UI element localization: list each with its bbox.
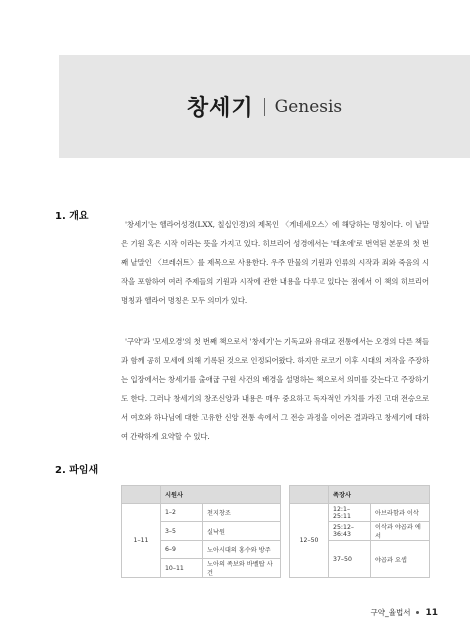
outline-table	[121, 485, 430, 578]
table-header-row	[122, 486, 430, 504]
description-cell: 노아의 족보와 바벨탑 사건	[203, 559, 281, 578]
range-patriarchs: 12–50	[290, 504, 329, 578]
description-cell: 천지창조	[203, 504, 281, 522]
chapter-cell: 12:1–25:11	[329, 504, 371, 522]
overview-paragraph-1: '창세기'는 헬라어성경(LXX, 칠십인경)의 제목인 〈게네세오스〉에 해당하는 명칭이다. 이 낱말은 기원 혹은 시작 이라는 뜻을 가지고 있다. 히브리어 성경에서는 '태초에'로 번역된 본문의 첫 번째 낱말인 〈브레쉬트〉를 제목으로 사용한다. 우주 만물의 기원과 인류의 시작과 죄와 죽음의 시작을 포함하여 여러 주제들의 기원과 시작에 관한 내용을 다루고 있다는 점에서 이 책의 히브리어 명칭과 헬라어 명칭은 모두 의미가 있다.	[121, 220, 429, 306]
chapter-cell: 6–9	[161, 541, 203, 559]
chapter-cell: 1–2	[161, 504, 203, 522]
chapter-cell: 37–50	[329, 541, 371, 578]
page-footer	[370, 607, 438, 618]
description-cell: 실낙원	[203, 522, 281, 541]
title-divider	[264, 98, 265, 116]
chapter-cell: 3–5	[161, 522, 203, 541]
table-row	[122, 522, 430, 541]
page-number: 11	[425, 607, 438, 618]
description-cell: 아브라함과 이삭	[371, 504, 430, 522]
section-heading-overview: 1. 개요	[55, 211, 89, 222]
range-primeval: 1–11	[122, 504, 161, 578]
table-header-blank	[122, 486, 161, 504]
chapter-cell: 10–11	[161, 559, 203, 578]
section-heading-outline: 2. 파임새	[55, 465, 99, 476]
table-row	[122, 504, 430, 522]
description-cell: 이삭과 야곱과 에서	[371, 522, 430, 541]
table-header-primeval: 시원사	[161, 486, 281, 504]
table-row	[122, 541, 430, 559]
footer-book-label: 구약_율법서	[370, 608, 411, 617]
table-gap	[281, 504, 290, 578]
description-cell: 노아시대의 홍수와 방주	[203, 541, 281, 559]
overview-paragraph-2: '구약'과 '모세오경'의 첫 번째 책으로서 '창세기'는 기독교와 유대교 전통에서는 오경의 다른 책들과 함께 공히 모세에 의해 기록된 것으로 인정되어왔다. 하지만 로코기 이후 시대의 저작을 주장하는 입장에서는 창세기를 출애굽 구원 사건의 배경을 설명하는 책으로서 의미를 갖는다고 주장하기도 한다. 그러나 창세기의 창조신앙과 내용은 매우 중요하고 독자적인 가치를 가진 고대 전승으로서 여호와 하나님에 대한 고유한 신앙 전통 속에서 그 전승 과정을 이어온 결과라고 창세기에 대하여 간략하게 요약할 수 있다.	[121, 337, 429, 442]
title-korean: 창세기	[186, 96, 254, 121]
chapter-cell: 25:12–36:43	[329, 522, 371, 541]
table-gap	[281, 486, 290, 504]
table-header-patriarchs: 족장사	[329, 486, 430, 504]
page-title	[59, 55, 470, 158]
footer-bullet	[416, 611, 419, 614]
description-cell: 야곱과 요셉	[371, 541, 430, 578]
table-header-blank-right	[290, 486, 329, 504]
title-english: Genesis	[274, 96, 343, 117]
